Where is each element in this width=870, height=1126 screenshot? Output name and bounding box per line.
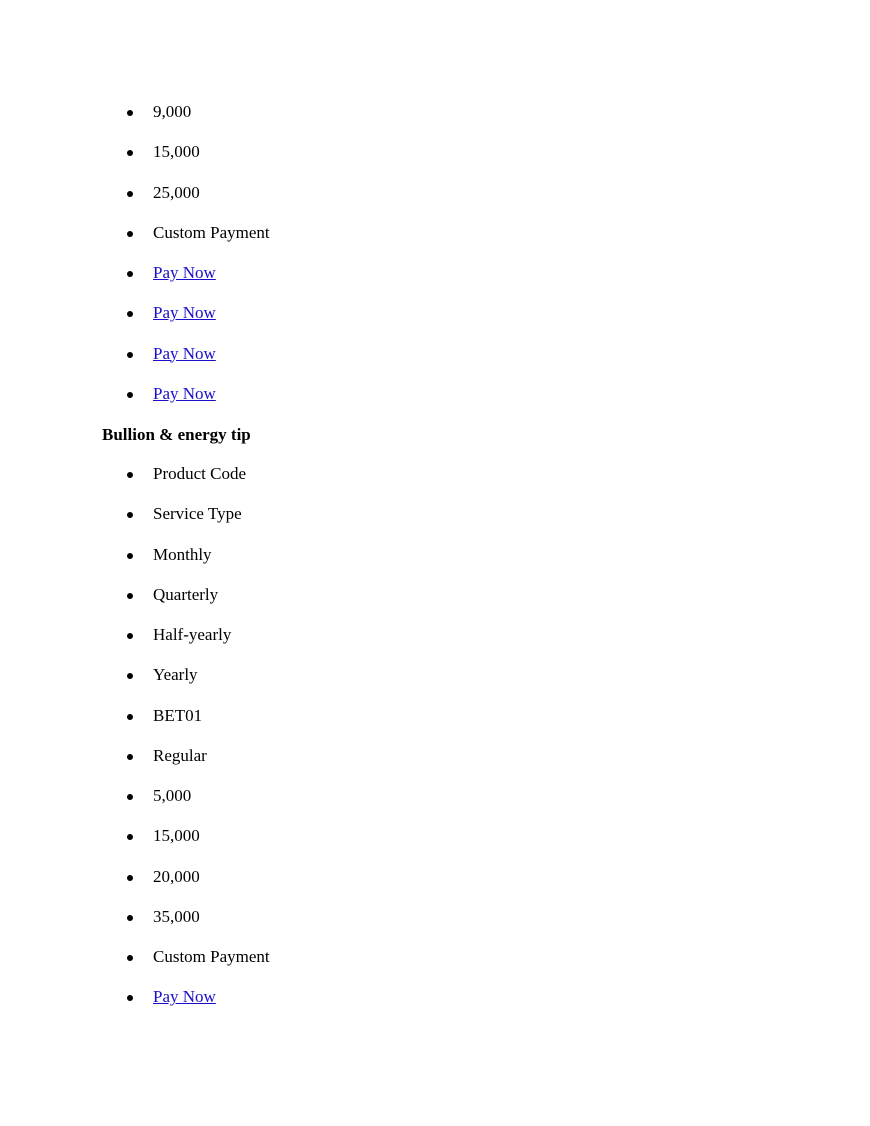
bullet-icon (127, 593, 133, 599)
list-item-text: Custom Payment (153, 222, 270, 242)
list-item-text: 15,000 (153, 826, 200, 846)
list-item (0, 864, 870, 904)
list-item-text: BET01 (153, 705, 203, 725)
pay-now-link[interactable]: Pay Now (153, 303, 216, 323)
list-item (0, 662, 870, 702)
list-item (0, 743, 870, 783)
list-item-text: Product Code (153, 464, 247, 483)
bullet-icon (127, 472, 133, 478)
list-item[interactable] (0, 260, 870, 300)
pay-now-link[interactable]: Pay Now (153, 383, 216, 403)
pay-now-link[interactable]: Pay Now (153, 263, 216, 282)
bullet-icon (127, 311, 133, 317)
list-item (0, 703, 870, 743)
bullet-icon (127, 754, 133, 760)
pay-now-link[interactable]: Pay Now (153, 987, 216, 1007)
list-item (0, 622, 870, 662)
bullet-icon (127, 955, 133, 961)
list-item-text: Yearly (153, 665, 198, 685)
list-item[interactable] (0, 341, 870, 381)
bullet-icon (127, 110, 133, 116)
list-item-text: Monthly (153, 544, 212, 564)
section-heading: Bullion & energy tip (102, 425, 251, 444)
list-item-text: 35,000 (153, 906, 200, 926)
bullet-icon (127, 875, 133, 881)
list-item (0, 139, 870, 179)
bullet-icon (127, 553, 133, 559)
list-item[interactable] (0, 300, 870, 340)
list-item-text: 25,000 (153, 182, 200, 202)
top-list (0, 99, 870, 421)
bullet-icon (127, 512, 133, 518)
bullet-icon (127, 231, 133, 237)
list-item[interactable] (0, 984, 870, 1024)
list-item (0, 542, 870, 582)
list-item-text: 20,000 (153, 866, 200, 886)
list-item (0, 944, 870, 984)
bullion-energy-list (0, 461, 870, 1025)
list-item-text: Regular (153, 745, 207, 765)
list-item (0, 823, 870, 863)
list-item (0, 501, 870, 541)
bullet-icon (127, 915, 133, 921)
list-item (0, 220, 870, 260)
bullet-icon (127, 834, 133, 840)
list-item (0, 783, 870, 823)
list-item[interactable] (0, 381, 870, 421)
list-item-text: Quarterly (153, 584, 219, 604)
list-item-text: Half-yearly (153, 625, 232, 644)
bullet-icon (127, 633, 133, 639)
bullet-icon (127, 392, 133, 398)
bullet-icon (127, 191, 133, 197)
bullet-icon (127, 794, 133, 800)
bullet-icon (127, 995, 133, 1001)
list-item-text: Service Type (153, 504, 242, 524)
bullet-icon (127, 352, 133, 358)
list-item-text: 9,000 (153, 102, 192, 121)
list-item (0, 582, 870, 622)
pay-now-link[interactable]: Pay Now (153, 343, 216, 363)
list-item (0, 180, 870, 220)
list-item-text: 15,000 (153, 142, 200, 162)
bullet-icon (127, 673, 133, 679)
list-item-text: 5,000 (153, 786, 192, 805)
bullet-icon (127, 714, 133, 720)
bullet-icon (127, 271, 133, 277)
list-item (0, 461, 870, 501)
list-item (0, 99, 870, 139)
list-item-text: Custom Payment (153, 947, 270, 966)
list-item (0, 904, 870, 944)
bullet-icon (127, 150, 133, 156)
